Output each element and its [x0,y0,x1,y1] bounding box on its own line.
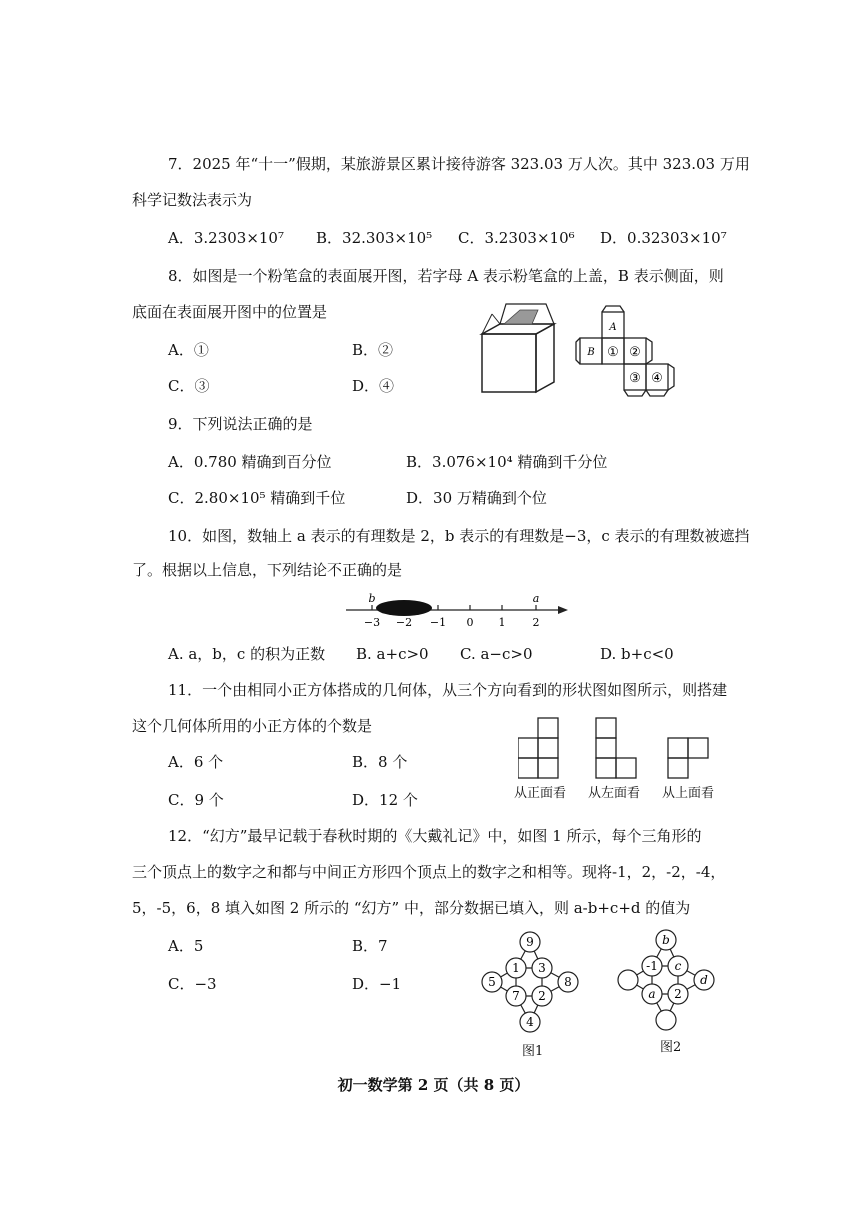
q10-option-b: B. a+c>0 [356,645,429,663]
fig1-node-lower-right: 2 [538,989,546,1003]
net-label-a: A [609,322,617,333]
magic-figure-2 [612,926,722,1034]
axis-mark-a: a [532,592,540,605]
front-view-figure [518,716,562,780]
axis-tick-0: 0 [466,616,474,629]
q10-option-d: D. b+c<0 [600,645,674,663]
q12-option-a: A．5 [168,937,204,955]
covered-region-blot [376,600,432,616]
q12-line3: 5，-5，6，8 填入如图 2 所示的 “幻方” 中，部分数据已填入，则 a-b+c+d 的值为 [132,899,691,917]
net-label-2: ② [629,345,641,360]
q11-option-b: B．8 个 [352,753,408,771]
q8-option-c: C．③ [168,377,210,395]
q7-option-b: B．32.303×10⁵ [316,229,433,247]
fig2-node-right: d [700,973,708,987]
axis-tick-neg2: −2 [395,616,413,629]
q9-option-b: B．3.076×10⁴ 精确到千分位 [406,453,608,471]
fig1-node-lower-left: 7 [512,989,520,1003]
net-label-4: ④ [651,371,663,386]
q7-line2: 科学记数法表示为 [132,191,253,209]
fig2-node-lower-right: 2 [674,987,682,1001]
q11-line2: 这个几何体所用的小正方体的个数是 [132,717,373,735]
q9-option-d: D．30 万精确到个位 [406,489,547,507]
top-view-figure [666,736,710,780]
left-view-figure [594,716,638,780]
box-net-figure [574,304,684,404]
fig1-node-upper-right: 3 [538,961,546,975]
net-label-b: B [587,347,595,358]
q11-option-a: A．6 个 [168,753,224,771]
front-view-caption: 从正面看 [514,786,567,801]
fig2-node-top: b [662,933,670,947]
fig2-node-upper-right: c [674,959,682,973]
fig2-node-upper-left: -1 [646,959,658,973]
axis-tick-1: 1 [498,616,506,629]
fig1-node-left: 5 [488,975,496,989]
q11-option-c: C．9 个 [168,791,224,809]
q9-option-a: A．0.780 精确到百分位 [168,453,332,471]
q7-option-d: D．0.32303×10⁷ [600,229,727,247]
q8-line1: 8．如图是一个粉笔盒的表面展开图，若字母 A 表示粉笔盒的上盖，B 表示侧面，则 [168,267,724,285]
left-view-caption: 从左面看 [588,786,641,801]
q8-option-d: D．④ [352,377,395,395]
q10-line2: 了。根据以上信息，下列结论不正确的是 [132,561,403,579]
fig1-caption: 图1 [522,1044,544,1059]
q10-line1: 10．如图，数轴上 a 表示的有理数是 2，b 表示的有理数是−3，c 表示的有理数被遮挡 [168,527,750,545]
net-label-1: ① [607,345,619,360]
net-label-3: ③ [629,371,641,386]
q11-line1: 11．一个由相同小正方体搭成的几何体，从三个方向看到的形状图如图所示，则搭建 [168,681,728,699]
q10-option-c: C. a−c>0 [460,645,533,663]
q12-line1: 12．“幻方”最早记载于春秋时期的《大戴礼记》中，如图 1 所示，每个三角形的 [168,827,702,845]
axis-tick-neg3: −3 [363,616,381,629]
number-line-figure [340,590,576,632]
fig1-node-upper-left: 1 [512,961,520,975]
axis-tick-2: 2 [532,616,540,629]
q10-option-a: A. a，b，c 的积为正数 [168,645,326,663]
q7-line1: 7．2025 年“十一”假期，某旅游景区累计接待游客 323.03 万人次。其中 323.03 万用 [168,155,750,173]
axis-mark-b: b [368,592,376,605]
magic-figure-1 [476,928,586,1036]
q9-option-c: C．2.80×10⁵ 精确到千位 [168,489,346,507]
top-view-caption: 从上面看 [662,786,715,801]
q7-option-c: C．3.2303×10⁶ [458,229,575,247]
fig2-node-lower-left: a [648,987,656,1001]
fig1-node-top: 9 [526,935,534,949]
q12-option-d: D．−1 [352,975,402,993]
q11-option-d: D．12 个 [352,791,418,809]
q8-option-b: B．② [352,341,394,359]
q12-line2: 三个顶点上的数字之和都与中间正方形四个顶点上的数字之和相等。现将-1，2，-2，-4， [132,863,726,881]
fig2-caption: 图2 [660,1040,682,1055]
q12-option-c: C．−3 [168,975,217,993]
q8-option-a: A．① [168,341,209,359]
fig1-node-right: 8 [564,975,572,989]
q8-line2: 底面在表面展开图中的位置是 [132,303,328,321]
page-footer: 初一数学第 2 页（共 8 页） [337,1076,530,1094]
q7-option-a: A．3.2303×10⁷ [168,229,284,247]
chalk-box-figure [476,300,566,400]
fig1-node-bottom: 4 [526,1015,534,1029]
q9-line1: 9．下列说法正确的是 [168,415,313,433]
axis-tick-neg1: −1 [429,616,447,629]
q12-option-b: B．7 [352,937,388,955]
